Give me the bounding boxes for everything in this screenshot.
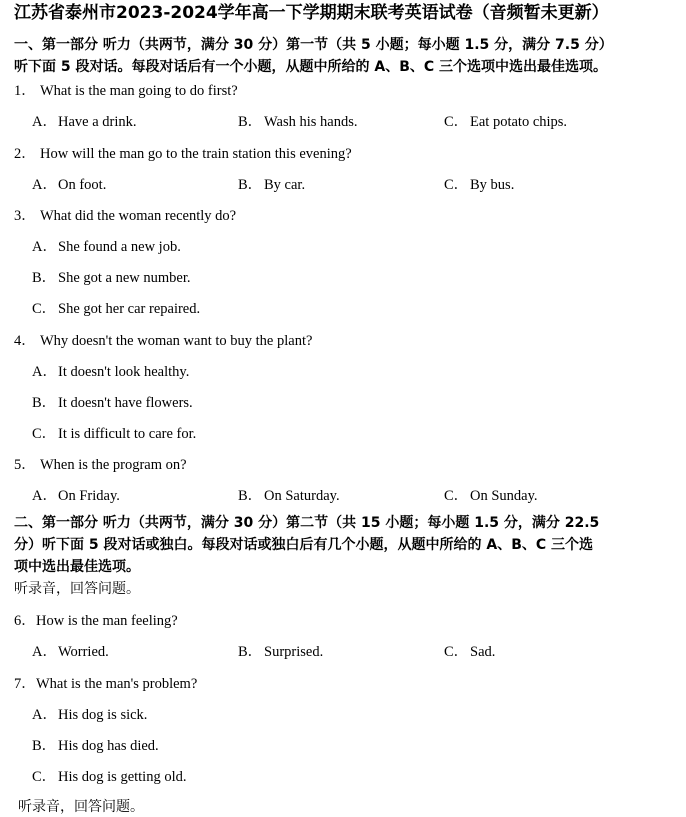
option-letter: C．: [444, 177, 469, 193]
section-1-header-line-1: 一、第一部分 听力（共两节，满分 30 分）第一节（共 5 小题；每小题 1.5 分，满分 7.5 分）: [14, 37, 613, 53]
option-a[interactable]: [32, 237, 181, 257]
option-text: Have a drink.: [58, 114, 137, 130]
option-text: On foot.: [58, 177, 107, 193]
section-2-header-line-2: 分）听下面 5 段对话或独白。每段对话或独白后有几个小题，从题中所给的 A、B、C 三个选: [14, 537, 594, 553]
section-1-header: [14, 34, 674, 78]
option-text: Wash his hands.: [264, 114, 358, 130]
section-2-header: [14, 512, 674, 578]
question-number: 4．: [14, 333, 36, 349]
question-2: [14, 144, 352, 164]
option-letter: C．: [444, 644, 469, 660]
option-letter: C．: [444, 488, 469, 504]
question-3: [14, 206, 236, 226]
option-a[interactable]: [32, 486, 120, 506]
option-letter: B．: [238, 114, 263, 130]
question-number: 1．: [14, 83, 36, 99]
question-number: 3．: [14, 208, 36, 224]
option-text: His dog is sick.: [58, 707, 148, 723]
option-letter: C．: [444, 114, 469, 130]
option-text: By car.: [264, 177, 306, 193]
option-c[interactable]: [32, 424, 196, 444]
option-a[interactable]: [32, 175, 106, 195]
listening-instruction: 听录音，回答问题。: [14, 581, 140, 597]
question-7: [14, 674, 197, 694]
option-b[interactable]: [238, 642, 323, 662]
section-2-header-line-3: 项中选出最佳选项。: [14, 559, 140, 575]
question-6: [14, 611, 178, 631]
option-text: It doesn't look healthy.: [58, 364, 190, 380]
option-letter: C．: [32, 769, 57, 785]
option-a[interactable]: [32, 642, 109, 662]
section-2-header-line-1: 二、第一部分 听力（共两节，满分 30 分）第二节（共 15 小题；每小题 1.5 分，满分 22.5: [14, 515, 600, 531]
section-1-header-line-2: 听下面 5 段对话。每段对话后有一个小题，从题中所给的 A、B、C 三个选项中选出最佳选项。: [14, 59, 608, 75]
option-text: Sad.: [470, 644, 496, 660]
question-5: [14, 455, 187, 475]
option-letter: B．: [32, 738, 57, 754]
option-letter: B．: [32, 270, 57, 286]
question-text: When is the program on?: [40, 457, 187, 473]
option-letter: B．: [238, 644, 263, 660]
option-c[interactable]: [444, 175, 514, 195]
option-text: It doesn't have flowers.: [58, 395, 193, 411]
option-c[interactable]: [444, 642, 495, 662]
option-text: It is difficult to care for.: [58, 426, 197, 442]
option-b[interactable]: [238, 112, 357, 132]
option-text: His dog is getting old.: [58, 769, 187, 785]
option-c[interactable]: [444, 112, 567, 132]
question-1: [14, 81, 238, 101]
option-a[interactable]: [32, 705, 147, 725]
option-text: On Friday.: [58, 488, 120, 504]
option-b[interactable]: [32, 268, 191, 288]
page-title: 江苏省泰州市2023-2024学年高一下学期期末联考英语试卷（音频暂未更新）: [14, 3, 609, 23]
option-b[interactable]: [32, 736, 159, 756]
option-letter: A．: [32, 177, 57, 193]
option-c[interactable]: [444, 486, 538, 506]
option-text: On Sunday.: [470, 488, 538, 504]
option-letter: A．: [32, 707, 57, 723]
option-text: She got a new number.: [58, 270, 191, 286]
option-letter: B．: [32, 395, 57, 411]
option-letter: B．: [238, 177, 263, 193]
option-text: Surprised.: [264, 644, 324, 660]
question-text: How will the man go to the train station this evening?: [40, 146, 352, 162]
option-text: His dog has died.: [58, 738, 159, 754]
question-number: 6．: [14, 613, 36, 629]
question-text: What is the man going to do first?: [40, 83, 238, 99]
option-text: By bus.: [470, 177, 515, 193]
question-text: What did the woman recently do?: [40, 208, 237, 224]
question-number: 7．: [14, 676, 36, 692]
option-b[interactable]: [238, 486, 340, 506]
option-text: On Saturday.: [264, 488, 340, 504]
question-4: [14, 331, 312, 351]
option-b[interactable]: [238, 175, 305, 195]
option-text: She got her car repaired.: [58, 301, 201, 317]
option-letter: A．: [32, 239, 57, 255]
option-b[interactable]: [32, 393, 193, 413]
option-letter: A．: [32, 644, 57, 660]
option-letter: A．: [32, 364, 57, 380]
option-c[interactable]: [32, 767, 187, 787]
question-number: 5．: [14, 457, 36, 473]
option-a[interactable]: [32, 362, 189, 382]
question-text: Why doesn't the woman want to buy the plant?: [40, 333, 313, 349]
option-letter: B．: [238, 488, 263, 504]
question-text: How is the man feeling?: [36, 613, 178, 629]
listening-instruction-next: 听录音，回答问题。: [18, 799, 144, 815]
option-letter: C．: [32, 301, 57, 317]
question-text: What is the man's problem?: [36, 676, 198, 692]
option-text: Worried.: [58, 644, 109, 660]
option-letter: C．: [32, 426, 57, 442]
option-c[interactable]: [32, 299, 200, 319]
option-letter: A．: [32, 488, 57, 504]
option-letter: A．: [32, 114, 57, 130]
option-text: She found a new job.: [58, 239, 181, 255]
option-a[interactable]: [32, 112, 137, 132]
option-text: Eat potato chips.: [470, 114, 568, 130]
question-number: 2．: [14, 146, 36, 162]
